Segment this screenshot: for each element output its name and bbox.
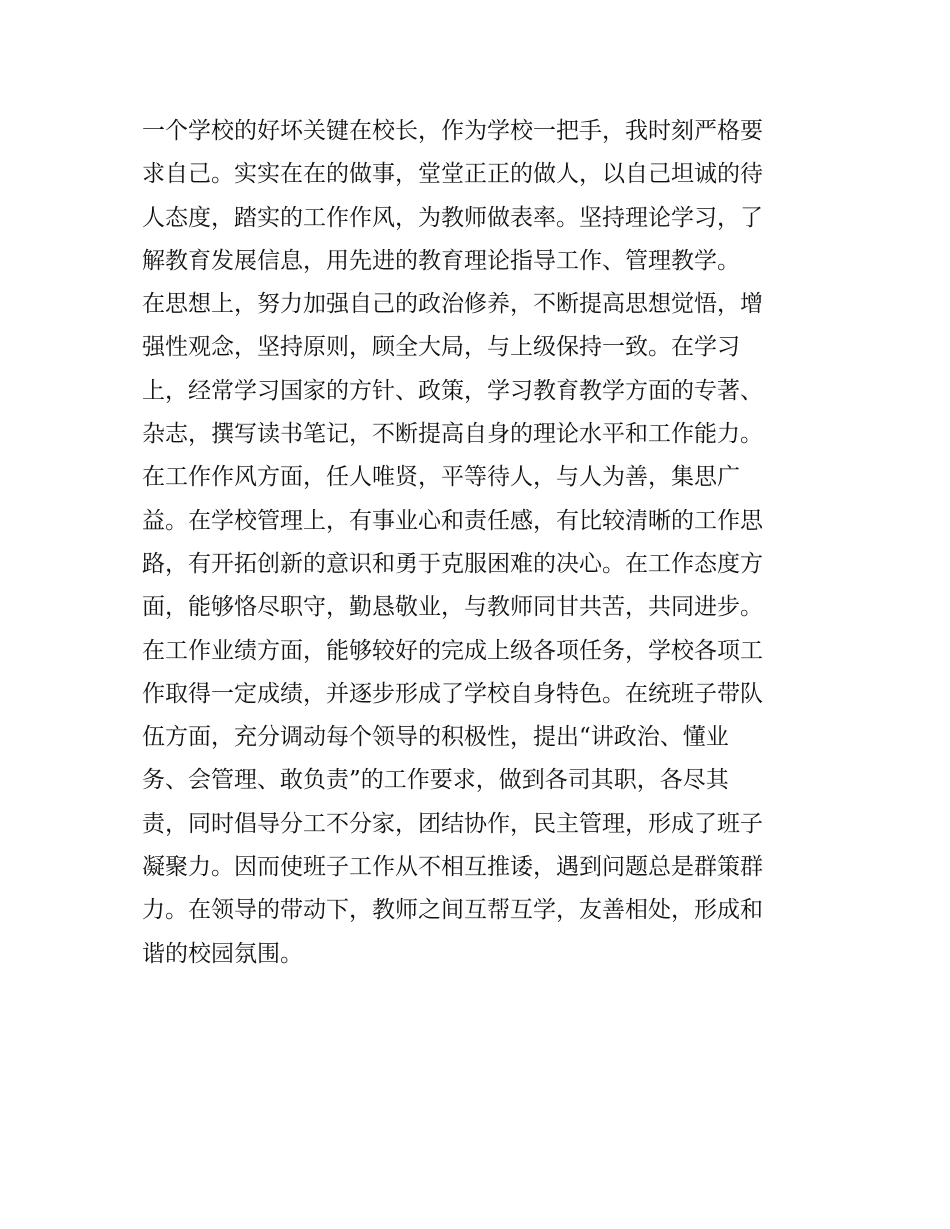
text-line: 解教育发展信息，用先进的教育理论指导工作、管理教学。 — [142, 247, 740, 274]
text-line: 求自己。实实在在的做事，堂堂正正的做人，以自己坦诚的待 — [142, 161, 763, 188]
text-line: 力。在领导的带动下，教师之间互帮互学，友善相处，形成和 — [142, 897, 763, 924]
text-line: 凝聚力。因而使班子工作从不相互推诿，遇到问题总是群策群 — [142, 854, 763, 881]
text-line: 杂志，撰写读书笔记，不断提高自身的理论水平和工作能力。 — [142, 421, 763, 448]
text-line: 在思想上，努力加强自己的政治修养，不断提高思想觉悟，增 — [142, 291, 763, 318]
text-line: 责，同时倡导分工不分家，团结协作，民主管理，形成了班子 — [142, 810, 763, 837]
text-line: 人态度，踏实的工作作风，为教师做表率。坚持理论学习，了 — [142, 204, 763, 231]
text-line: 在工作作风方面，任人唯贤，平等待人，与人为善，集思广 — [142, 464, 740, 491]
text-line: 伍方面，充分调动每个领导的积极性，提出“讲政治、懂业 — [142, 724, 729, 751]
text-line: 益。在学校管理上，有事业心和责任感，有比较清晰的工作思 — [142, 507, 763, 534]
text-line: 强性观念，坚持原则，顾全大局，与上级保持一致。在学习 — [142, 334, 740, 361]
text-line: 一个学校的好坏关键在校长，作为学校一把手，我时刻严格要 — [142, 118, 763, 144]
text-line: 务、会管理、敢负责”的工作要求，做到各司其职，各尽其 — [142, 767, 729, 794]
body-text — [142, 110, 822, 976]
text-line: 在工作业绩方面，能够较好的完成上级各项任务，学校各项工 — [142, 637, 763, 664]
text-line: 作取得一定成绩，并逐步形成了学校自身特色。在统班子带队 — [142, 680, 763, 707]
text-line: 谐的校园氛围。 — [142, 940, 303, 967]
text-line: 上，经常学习国家的方针、政策，学习教育教学方面的专著、 — [142, 377, 763, 404]
text-line: 面，能够恪尽职守，勤恳敬业，与教师同甘共苦，共同进步。 — [142, 594, 763, 621]
text-line: 路，有开拓创新的意识和勇于克服困难的决心。在工作态度方 — [142, 550, 763, 577]
